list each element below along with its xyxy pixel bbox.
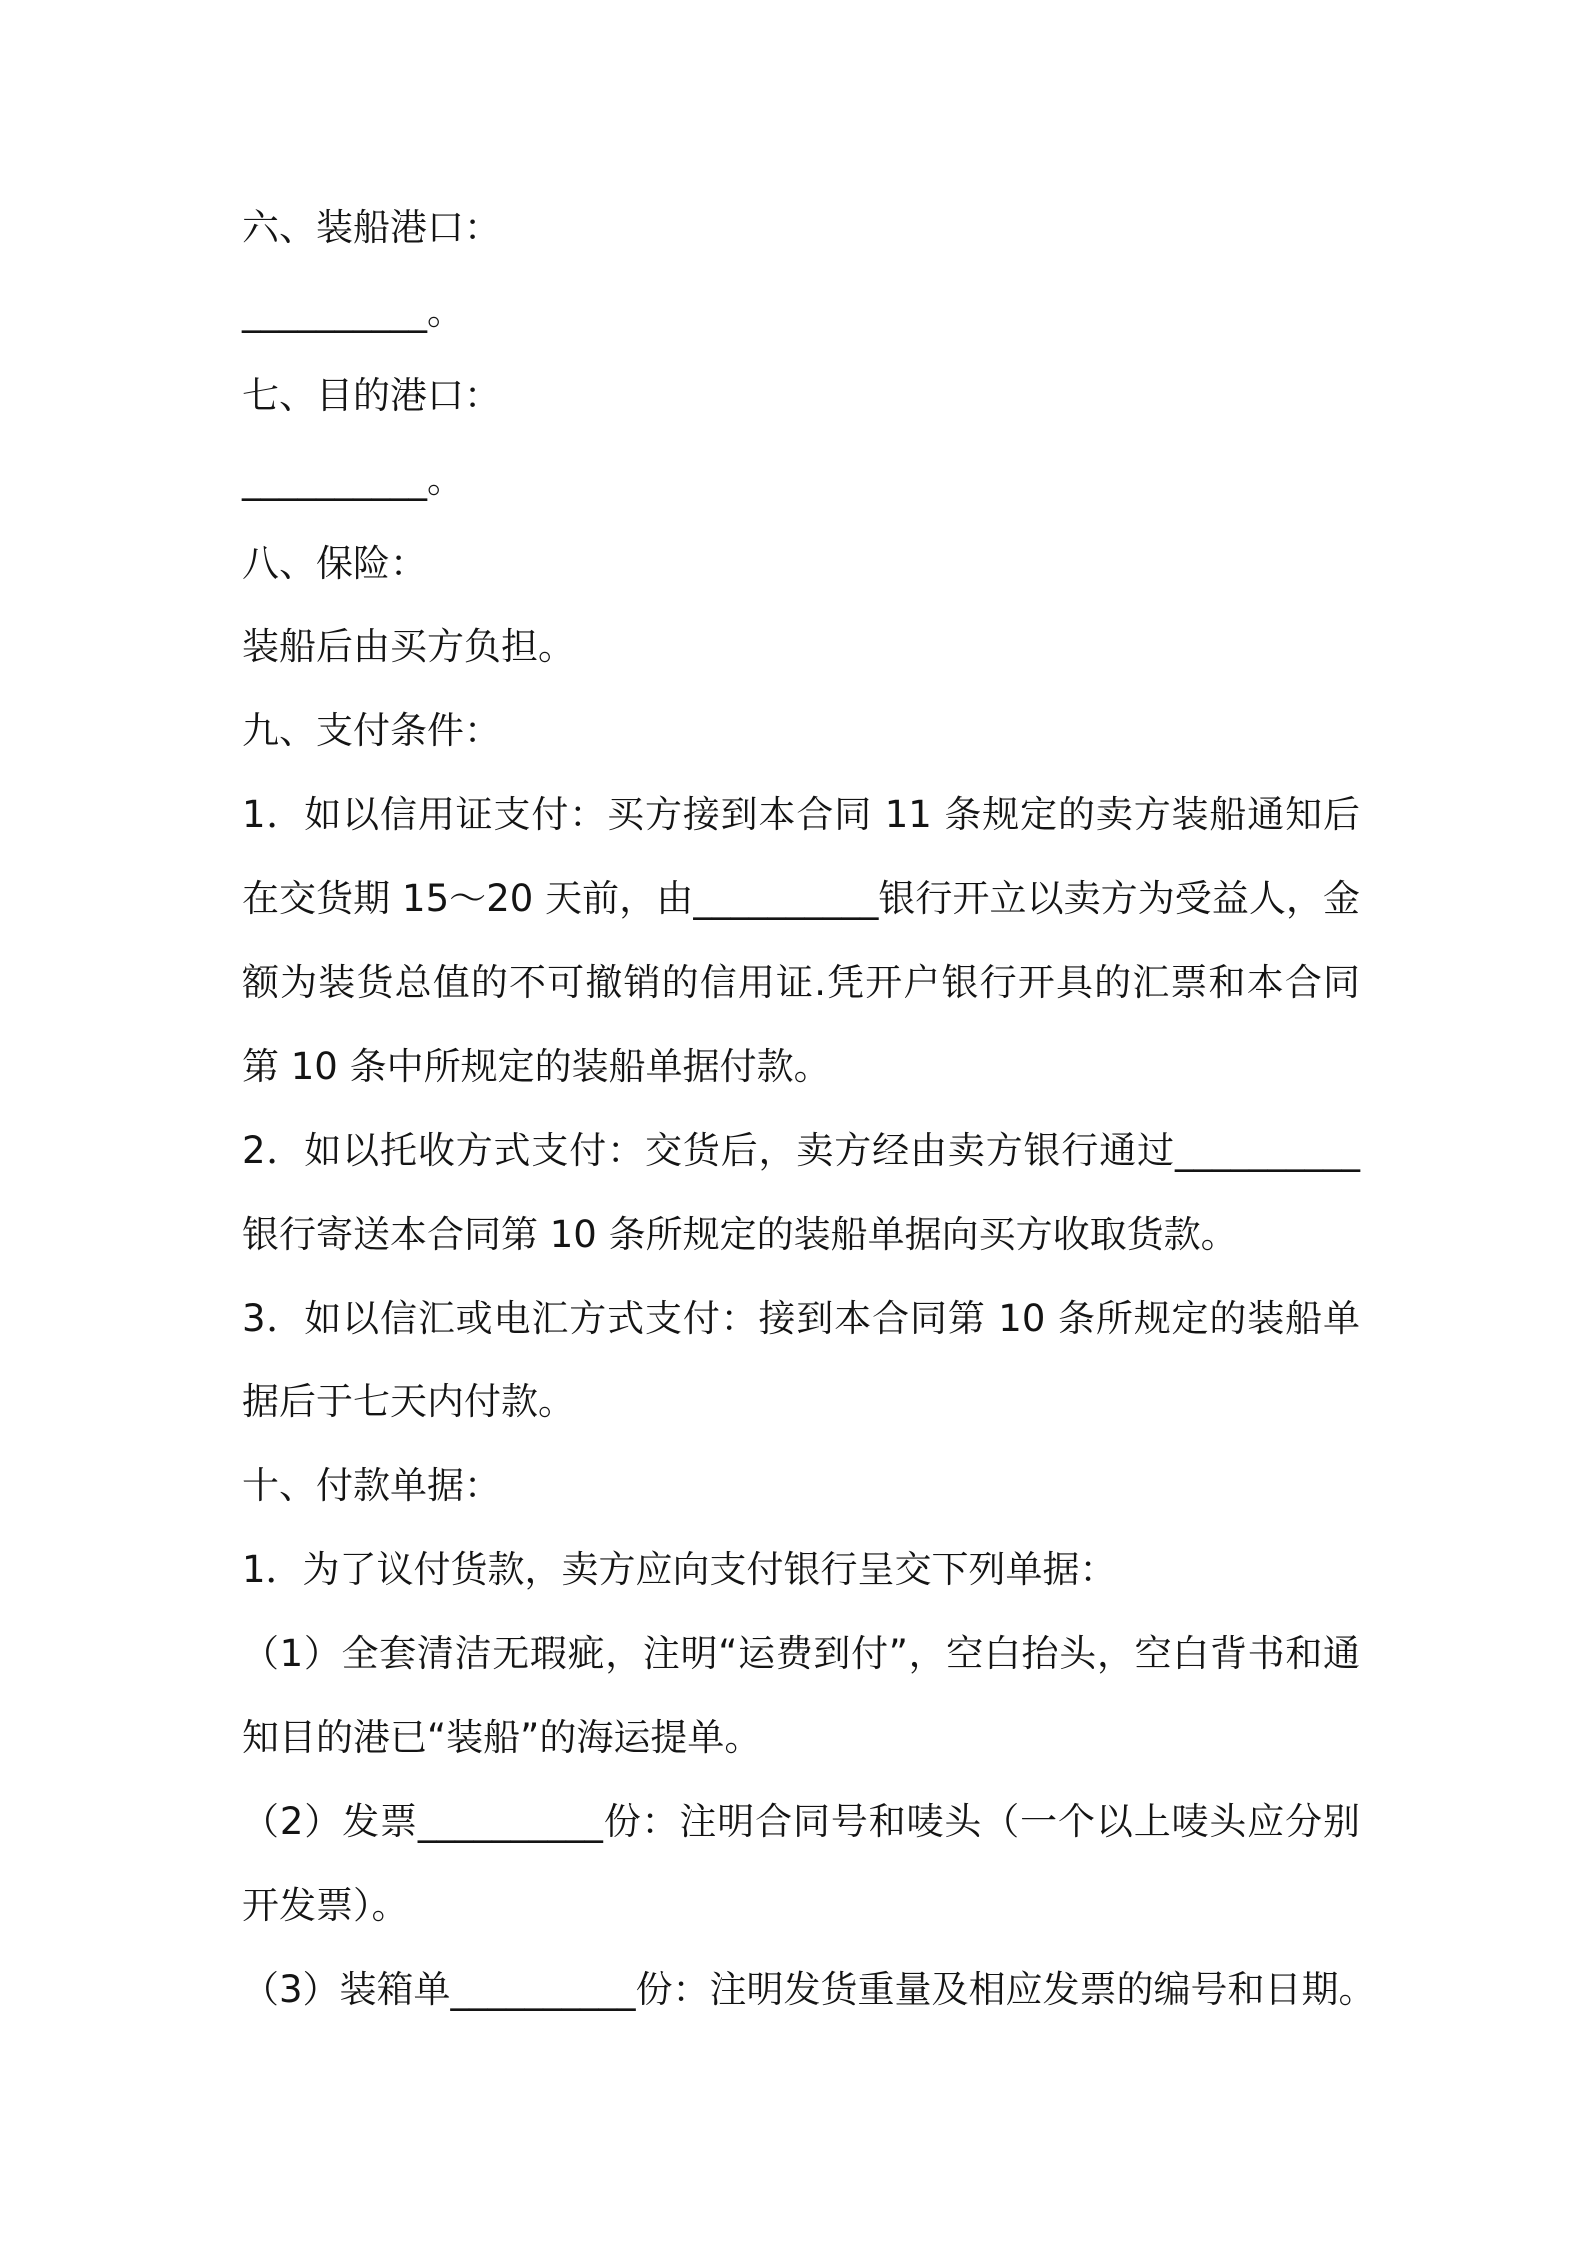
text-line: 3．如以信汇或电汇方式支付：接到本合同第 10 条所规定的装船单 (242, 1296, 1360, 1340)
text-line: 第 10 条中所规定的装船单据付款。 (242, 1044, 831, 1088)
text-line: （3）装箱单__________份：注明发货重量及相应发票的编号和日期。 (242, 1967, 1376, 2011)
text-line: 在交货期 15～20 天前，由__________银行开立以卖方为受益人，金 (242, 877, 1360, 921)
text-line: 开发票）。 (242, 1883, 409, 1927)
text-line: 额为装货总值的不可撤销的信用证.凭开户银行开具的汇票和本合同 (242, 961, 1360, 1005)
text-line: 据后于七天内付款。 (242, 1380, 575, 1424)
section-heading: 六、装船港口： (242, 206, 501, 249)
section-heading: 七、目的港口： (242, 373, 501, 417)
document-body (242, 186, 1376, 2032)
text-line: 装船后由买方负担。 (242, 625, 575, 669)
section-heading: 八、保险： (242, 541, 427, 585)
blank-field-line: __________。 (242, 289, 464, 333)
text-line: （2）发票__________份：注明合同号和唛头（一个以上唛头应分别 (242, 1799, 1360, 1843)
blank-field-line: __________。 (242, 457, 464, 501)
text-line: （1）全套清洁无瑕疵，注明“运费到付”，空白抬头，空白背书和通 (242, 1632, 1360, 1676)
text-line: 2．如以托收方式支付：交货后，卖方经由卖方银行通过__________ (242, 1128, 1360, 1172)
section-heading: 十、付款单据： (242, 1464, 501, 1508)
text-line: 1．为了议付货款，卖方应向支付银行呈交下列单据： (242, 1548, 1117, 1592)
text-line: 知目的港已“装船”的海运提单。 (242, 1716, 762, 1760)
section-heading: 九、支付条件： (242, 709, 501, 753)
text-line: 1．如以信用证支付：买方接到本合同 11 条规定的卖方装船通知后 (242, 793, 1360, 837)
text-line: 银行寄送本合同第 10 条所规定的装船单据向买方收取货款。 (242, 1212, 1238, 1256)
